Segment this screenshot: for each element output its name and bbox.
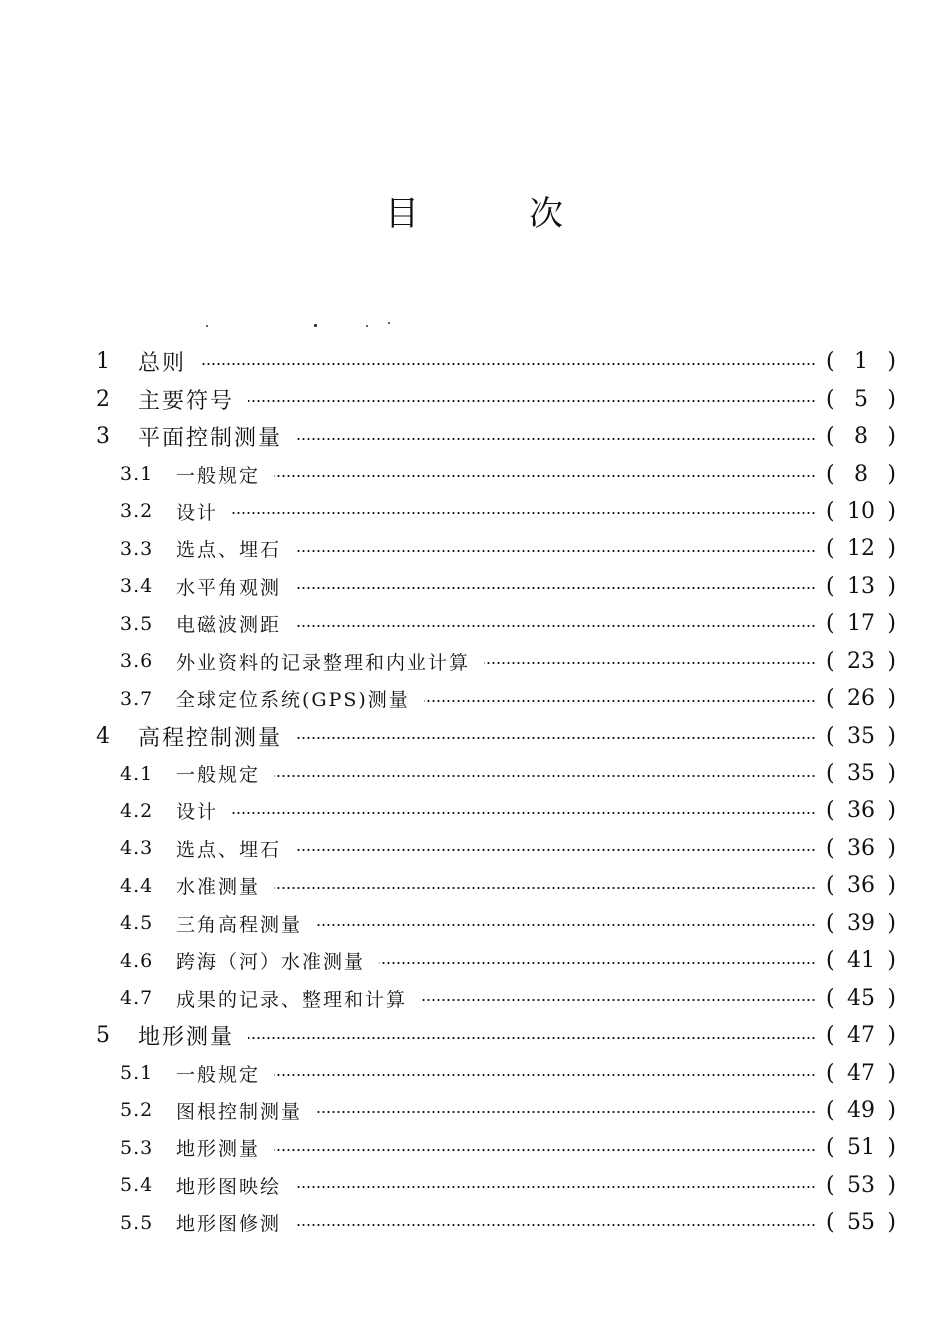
toc-entry-title: 水平角观测 [176,576,282,599]
open-paren: ( [826,536,835,562]
toc-entry-title: 选点、埋石 [176,838,282,861]
page-number: 1 [854,349,868,375]
page-number: 35 [847,723,875,749]
open-paren: ( [826,798,835,824]
toc-entry-number: 3.1 [120,463,154,486]
close-paren: ) [887,349,896,375]
toc-entry-page [826,836,896,861]
toc-entry-title: 设计 [176,801,219,824]
close-paren: ) [887,573,896,599]
toc-entry-title: 外业资料的记录整理和内业计算 [176,651,471,674]
dot-leader [316,924,816,926]
page-number: 47 [847,1023,875,1049]
dot-leader [296,438,816,440]
toc-entry-number: 4.2 [120,799,154,822]
toc-entry-page [826,462,896,487]
toc-entry-page [826,424,896,449]
open-paren: ( [826,386,835,412]
toc-entry-page [826,1135,896,1160]
close-paren: ) [887,1097,896,1123]
toc-entry[interactable] [0,568,950,605]
open-paren: ( [826,910,835,936]
toc-entry-number: 3.7 [120,687,154,710]
page-title [0,186,950,235]
page-number: 55 [847,1210,875,1236]
toc-entry[interactable] [0,1167,950,1204]
close-paren: ) [887,1172,896,1198]
toc-entry[interactable] [0,1129,950,1166]
toc-entry-number: 4.7 [120,987,154,1010]
toc-entry[interactable] [0,830,950,867]
toc-entry-page [826,911,896,936]
dot-leader [295,587,816,589]
toc-entry[interactable] [0,643,950,680]
toc-entry-page [826,611,896,636]
toc-entry-number: 4.3 [120,837,154,860]
dot-leader [295,849,816,851]
toc-entry-title: 一般规定 [176,464,261,487]
page-number: 39 [847,910,875,936]
dot-leader [316,1111,816,1113]
page-number: 8 [854,424,868,450]
page-number: 49 [847,1097,875,1123]
dot-leader [295,1224,816,1226]
dot-leader [424,700,816,702]
toc-entry[interactable] [0,867,950,904]
toc-entry-page [826,948,896,973]
toc-entry-page [826,1173,896,1198]
toc-entry-page [826,1210,896,1235]
toc-entry[interactable] [0,680,950,717]
toc-entry-number: 3.5 [120,612,154,635]
close-paren: ) [887,611,896,637]
dot-leader [274,1149,816,1151]
toc-entry-page [826,724,896,749]
open-paren: ( [826,873,835,899]
toc-entry-title: 地形图修测 [176,1213,282,1236]
page-number: 53 [847,1172,875,1198]
toc-entry-page [826,387,896,412]
dot-leader [274,475,816,477]
close-paren: ) [887,648,896,674]
toc-entry-number: 3.2 [120,500,154,523]
page-number: 36 [847,798,875,824]
toc-entry-title: 图根控制测量 [176,1100,303,1123]
toc-entry-title: 三角高程测量 [176,913,303,936]
toc-entry-page [826,536,896,561]
close-paren: ) [887,686,896,712]
toc-entry-page [826,574,896,599]
close-paren: ) [887,386,896,412]
close-paren: ) [887,835,896,861]
open-paren: ( [826,349,835,375]
toc-entry-title: 全球定位系统(GPS)测量 [176,689,410,712]
close-paren: ) [887,1135,896,1161]
page-number: 26 [847,686,875,712]
open-paren: ( [826,1023,835,1049]
page-number: 41 [847,948,875,974]
page-number: 36 [847,835,875,861]
toc-entry-page [826,761,896,786]
dot-leader [295,550,816,552]
toc-entry-page [826,986,896,1011]
open-paren: ( [826,424,835,450]
toc-entry-page [826,1098,896,1123]
dot-leader [274,1074,816,1076]
close-paren: ) [887,910,896,936]
dot-leader [232,812,816,814]
open-paren: ( [826,1210,835,1236]
open-paren: ( [826,498,835,524]
toc-entry[interactable] [0,605,950,642]
toc-entry[interactable] [0,1092,950,1129]
page-number: 35 [847,761,875,787]
open-paren: ( [826,948,835,974]
toc-entry-page [826,1061,896,1086]
toc-entry-number: 4 [96,723,110,749]
close-paren: ) [887,798,896,824]
toc-entry-title: 高程控制测量 [138,725,283,751]
close-paren: ) [887,723,896,749]
dot-leader [232,512,816,514]
toc-entry-number: 5 [96,1023,110,1049]
page-number: 45 [847,985,875,1011]
dot-leader [379,962,816,964]
close-paren: ) [887,1210,896,1236]
toc-entry[interactable] [0,343,950,380]
toc-entry-number: 4.5 [120,912,154,935]
toc-entry-title: 平面控制测量 [138,426,283,452]
toc-entry[interactable] [0,493,950,530]
dot-leader [248,1037,816,1039]
toc-entry-title: 成果的记录、整理和计算 [176,988,408,1011]
open-paren: ( [826,1135,835,1161]
open-paren: ( [826,611,835,637]
toc-entry-number: 3.6 [120,650,154,673]
toc-entry-number: 2 [96,386,110,412]
toc-entry[interactable] [0,380,950,417]
toc-entry[interactable] [0,1017,950,1054]
close-paren: ) [887,424,896,450]
scan-specks [200,322,400,328]
dot-leader [421,999,816,1001]
toc-entry-number: 1 [96,349,110,375]
toc-entry-number: 5.1 [120,1062,154,1085]
page-number: 17 [847,611,875,637]
page-number: 10 [847,498,875,524]
toc-entry[interactable] [0,792,950,829]
toc-entry-title: 一般规定 [176,1063,261,1086]
speck [366,325,368,327]
open-paren: ( [826,461,835,487]
toc-entry-title: 选点、埋石 [176,539,282,562]
dot-leader [484,662,816,664]
dot-leader [274,887,816,889]
toc-entry-page [826,798,896,823]
toc-entry[interactable] [0,755,950,792]
toc-entry-title: 电磁波测距 [176,614,282,637]
close-paren: ) [887,1023,896,1049]
toc-entry[interactable] [0,418,950,455]
toc-entry-number: 5.5 [120,1211,154,1234]
page-title-char-1: 目 [385,194,421,234]
toc-entry-page [826,349,896,374]
toc-entry-title: 地形测量 [176,1138,261,1161]
toc-entry-page [826,873,896,898]
toc-entry-number: 4.4 [120,874,154,897]
page-number: 51 [847,1135,875,1161]
toc-entry-page [826,499,896,524]
toc-entry[interactable] [0,455,950,492]
open-paren: ( [826,723,835,749]
toc-entry-title: 地形图映绘 [176,1175,282,1198]
open-paren: ( [826,1097,835,1123]
dot-leader [274,775,816,777]
page-number: 36 [847,873,875,899]
dot-leader [200,363,816,365]
toc-entry-number: 5.3 [120,1136,154,1159]
toc-entry[interactable] [0,1204,950,1241]
toc-entry-page [826,686,896,711]
toc-entry-title: 水准测量 [176,876,261,899]
toc-entry[interactable] [0,942,950,979]
open-paren: ( [826,761,835,787]
toc-entry-title: 地形测量 [138,1025,235,1051]
table-of-contents [0,343,950,1242]
close-paren: ) [887,536,896,562]
dot-leader [295,1186,816,1188]
toc-entry-number: 3 [96,424,110,450]
toc-entry-number: 5.2 [120,1099,154,1122]
dot-leader [295,625,816,627]
toc-entry[interactable] [0,717,950,754]
toc-entry[interactable] [0,530,950,567]
speck [388,322,390,324]
page-title-char-2: 次 [529,194,565,234]
toc-entry-title: 跨海（河）水准测量 [176,951,366,974]
page-number: 47 [847,1060,875,1086]
toc-entry-number: 4.6 [120,949,154,972]
toc-entry-title: 设计 [176,501,219,524]
close-paren: ) [887,498,896,524]
toc-entry-title: 总则 [138,351,187,377]
speck [314,324,317,327]
toc-entry-number: 4.1 [120,762,154,785]
page-number: 5 [854,386,868,412]
close-paren: ) [887,461,896,487]
open-paren: ( [826,835,835,861]
close-paren: ) [887,1060,896,1086]
close-paren: ) [887,873,896,899]
toc-entry-title: 一般规定 [176,764,261,787]
dot-leader [248,400,816,402]
close-paren: ) [887,948,896,974]
toc-entry-page [826,1023,896,1048]
page-number: 13 [847,573,875,599]
toc-entry-page [826,649,896,674]
toc-entry[interactable] [0,979,950,1016]
page-number: 12 [847,536,875,562]
open-paren: ( [826,985,835,1011]
page-number: 23 [847,648,875,674]
close-paren: ) [887,985,896,1011]
close-paren: ) [887,761,896,787]
speck [206,325,208,327]
toc-entry[interactable] [0,1054,950,1091]
toc-entry[interactable] [0,905,950,942]
open-paren: ( [826,1060,835,1086]
dot-leader [296,737,816,739]
open-paren: ( [826,573,835,599]
open-paren: ( [826,686,835,712]
toc-entry-number: 5.4 [120,1174,154,1197]
toc-entry-number: 3.4 [120,575,154,598]
open-paren: ( [826,1172,835,1198]
toc-entry-title: 主要符号 [138,388,235,414]
open-paren: ( [826,648,835,674]
page-number: 8 [854,461,868,487]
toc-entry-number: 3.3 [120,537,154,560]
